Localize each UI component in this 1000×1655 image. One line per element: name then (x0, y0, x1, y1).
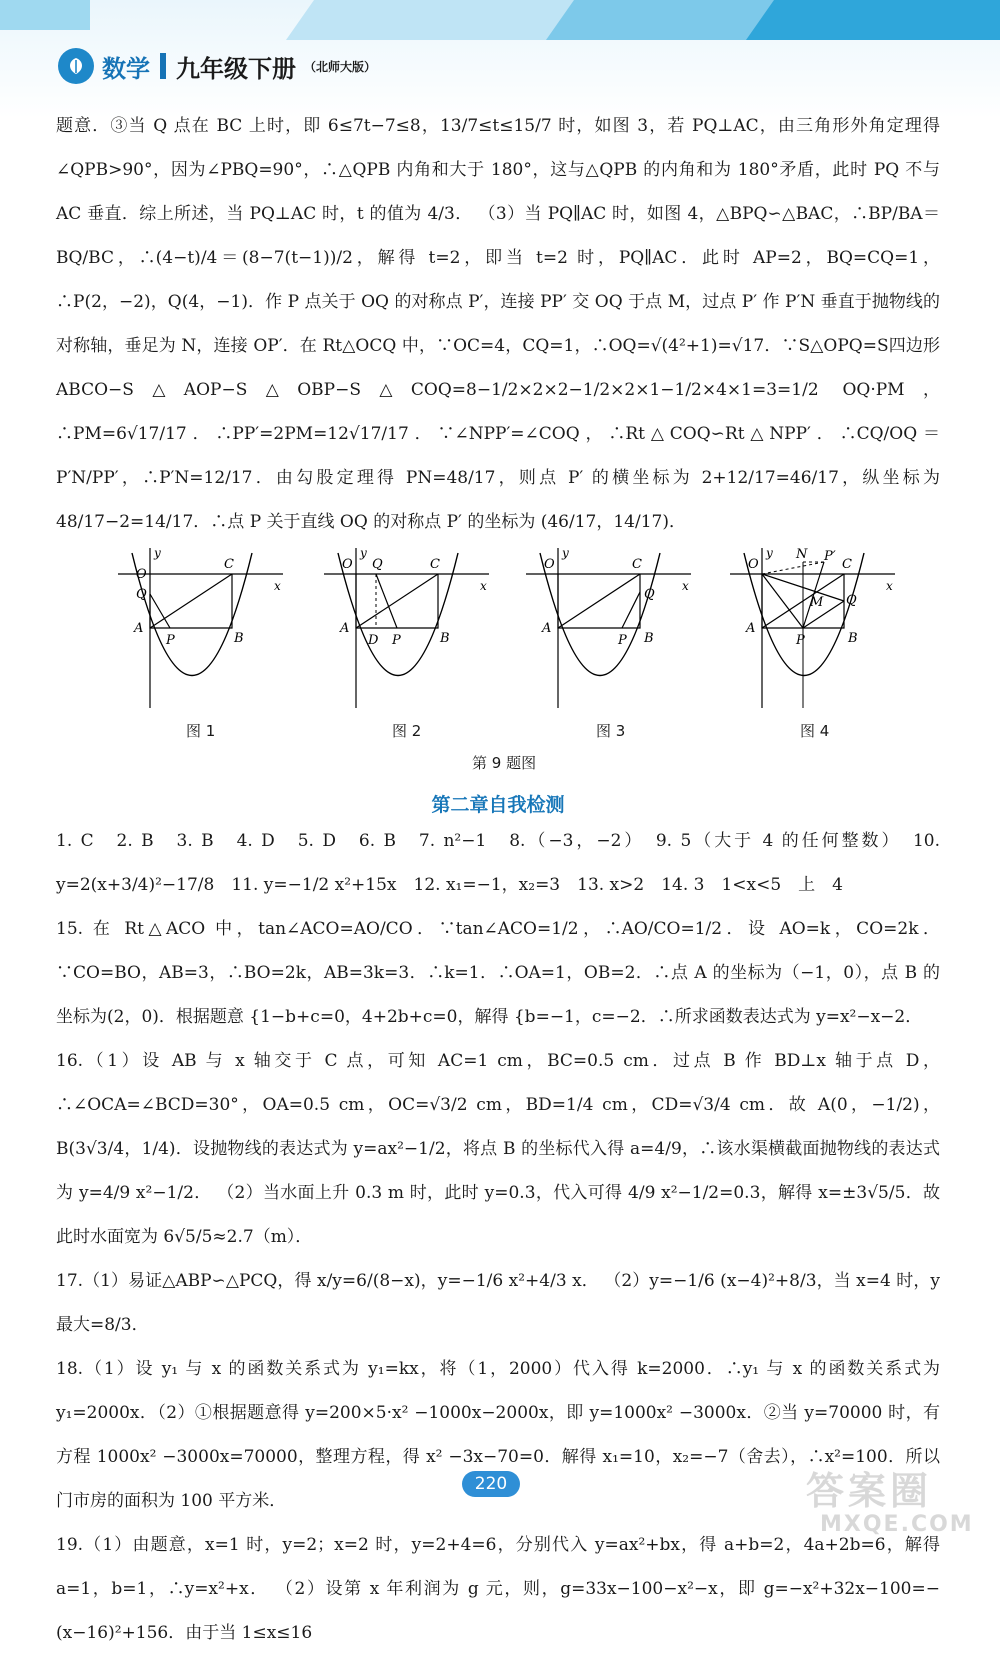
figure-title: 第 9 题图 (472, 754, 537, 772)
label-o: O (544, 557, 555, 572)
figure-1 (118, 548, 290, 708)
figure-caption: 图 1 (186, 722, 216, 740)
answer-1-14: 1. C 2. B 3. B 4. D 5. D 6. B 7. n²−1 8.（−3，−2） 9. 5（大于 4 的任何整数） 10. y=2(x+3/4)²−17/8 11. y=−1/2 x²+15x 12. x₁=−1，x₂=3 13. x>2 14. 3 1<x<5 上 4 (56, 831, 940, 895)
segment-op-prime (762, 562, 824, 574)
label-a: A (340, 621, 350, 636)
label-a: A (746, 621, 756, 636)
label-p: P (166, 633, 175, 648)
label-m: M (810, 595, 824, 610)
label-b: B (848, 631, 858, 646)
figure-3 (526, 548, 698, 708)
chapter-title: 第二章自我检测 (431, 794, 565, 816)
label-q: Q (372, 557, 383, 572)
figure-4 (730, 548, 902, 708)
answer-15: 15. 在 Rt△ACO 中，tan∠ACO=AO/CO．∵tan∠ACO=1/2，∴AO/CO=1/2．设 AO=k，CO=2k．∵CO=BO，AB=3，∴BO=2k，AB=3k=3．∴k=1．∴OA=1，OB=2．∴点 A 的坐标为（−1，0），点 B 的坐标为(2，0)．根据题意 {1−b+c=0，4+2b+c=0，解得 {b=−1，c=−2．∴所求函数表达式为 y=x²−x−2． (56, 919, 940, 1027)
label-q: Q (846, 593, 857, 608)
label-d: D (368, 633, 379, 648)
label-a: A (542, 621, 552, 636)
axis-x-label: x (480, 579, 487, 593)
answer-18: 18.（1）设 y₁ 与 x 的函数关系式为 y₁=kx，将（1，2000）代入得 k=2000．∴y₁ 与 x 的函数关系式为 y₁=2000x．（2）①根据题意得 y=200×5·x² −1000x−2000x，即 y=1000x² −3000x．②当 y=70000 时，有方程 1000x² −3000x=70000，整理方程，得 x² −3x−70=0．解得 x₁=10，x₂=−7（舍去），∴x²=100．所以门市房的面积为 100 平方米． (56, 1359, 940, 1511)
subject-title: 数学 (102, 54, 150, 83)
segment-ac (356, 574, 438, 628)
label-p: P (796, 633, 805, 648)
figure-caption: 图 2 (392, 722, 422, 740)
figure-row (56, 548, 940, 780)
label-p-prime: P′ (824, 549, 836, 564)
page-content (56, 104, 940, 1655)
label-o: O (342, 557, 353, 572)
label-q: Q (136, 587, 147, 602)
axis-x-label: x (274, 579, 281, 593)
axis-x-label: x (886, 579, 893, 593)
label-c: C (632, 557, 642, 572)
header-banner (0, 0, 1000, 118)
banner-decor (746, 0, 1000, 40)
page-number: 220 (462, 1471, 520, 1497)
axis-y-label: y (154, 548, 161, 560)
label-a: A (134, 621, 144, 636)
figure-caption: 图 3 (596, 722, 626, 740)
watermark-url: MXQE.COM (820, 1512, 974, 1537)
label-q: Q (644, 587, 655, 602)
axis-y-label: y (766, 548, 773, 560)
answer-17: 17.（1）易证△ABP∽△PCQ，得 x/y=6/(8−x)，y=−1/6 x²+4/3 x． （2）y=−1/6 (x−4)²+8/3，当 x=4 时，y最大=8/3． (56, 1271, 940, 1335)
axis-y-label: y (360, 548, 367, 560)
segment-ac (150, 574, 232, 628)
label-c: C (430, 557, 440, 572)
label-b: B (440, 631, 450, 646)
grade-title: 九年级下册 (176, 54, 296, 83)
figure-caption: 图 4 (800, 722, 830, 740)
figure-2 (324, 548, 496, 708)
book-header (58, 48, 376, 84)
banner-decor (0, 0, 90, 30)
label-p: P (392, 633, 401, 648)
edition-label: （北师大版） (304, 59, 377, 74)
label-b: B (234, 631, 244, 646)
segment-pq (376, 574, 397, 628)
segment-ac (558, 574, 640, 628)
watermark (790, 1460, 990, 1542)
axis-y-label: y (562, 548, 569, 560)
label-c: C (842, 557, 852, 572)
segment-pq (622, 592, 640, 628)
title-divider (160, 53, 166, 79)
label-n: N (796, 548, 808, 562)
axis-x-label: x (682, 579, 689, 593)
solution-9-text: 题意．③当 Q 点在 BC 上时，即 6≤7t−7≤8，13/7≤t≤15/7 时，如图 3，若 PQ⊥AC，由三角形外角定理得∠QPB>90°，因为∠PBQ=90°，∴△QPB 内角和大于 180°，这与△QPB 的内角和为 180°矛盾，此时 PQ 不与 AC 垂直．综上所述，当 PQ⊥AC 时，t 的值为 4/3． （3）当 PQ∥AC 时，如图 4，△BPQ∽△BAC，∴BP/BA＝BQ/BC，∴(4−t)/4＝(8−7(t−1))/2，解得 t=2，即当 t=2 时，PQ∥AC．此时 AP=2，BQ=CQ=1，∴P(2，−2)，Q(4，−1)．作 P 点关于 OQ 的对称点 P′，连接 PP′ 交 OQ 于点 M，过点 P′ 作 P′N 垂直于抛物线的对称轴，垂足为 N，连接 OP′．在 Rt△OCQ 中，∵OC=4，CQ=1，∴OQ=√(4²+1)=√17．∵S△OPQ=S四边形ABCO−S△AOP−S△OBP−S△COQ=8−1/2×2×2−1/2×2×1−1/2×4×1=3=1/2 OQ·PM，∴PM=6√17/17．∴PP′=2PM=12√17/17．∵∠NPP′=∠COQ，∴Rt△COQ∽Rt△NPP′．∴CQ/OQ＝P′N/PP′，∴P′N=12/17．由勾股定理得 PN=48/17，则点 P′ 的横坐标为 2+12/17=46/17，纵坐标为 48/17−2=14/17．∴点 P 关于直线 OQ 的对称点 P′ 的坐标为 (46/17，14/17)． (56, 116, 940, 532)
segment-op (762, 574, 803, 628)
label-o: O (136, 567, 147, 582)
label-c: C (224, 557, 234, 572)
answer-16: 16.（1）设 AB 与 x 轴交于 C 点，可知 AC=1 cm，BC=0.5 cm．过点 B 作 BD⊥x 轴于点 D，∴∠OCA=∠BCD=30°，OA=0.5 cm，OC=√3/2 cm，BD=1/4 cm，CD=√3/4 cm．故 A(0，−1/2)，B(3√3/4，1/4)．设抛物线的表达式为 y=ax²−1/2，将点 B 的坐标代入得 a=4/9，∴该水渠横截面抛物线的表达式为 y=4/9 x²−1/2． （2）当水面上升 0.3 m 时，此时 y=0.3，代入可得 4/9 x²−1/2=0.3，解得 x=±3√5/5．故此时水面宽为 6√5/5≈2.7（m）． (56, 1051, 940, 1247)
watermark-logo-text: 答案圈 (806, 1469, 933, 1513)
label-o: O (748, 557, 759, 572)
label-p: P (618, 633, 627, 648)
answer-19: 19.（1）由题意，x=1 时，y=2；x=2 时，y=2+4=6，分别代入 y=ax²+bx，得 a+b=2，4a+2b=6，解得 a=1，b=1，∴y=x²+x． （2）设第 x 年利润为 g 元，则，g=33x−100−x²−x，即 g=−x²+32x−100=−(x−16)²+156．由于当 1≤x≤16 (56, 1535, 940, 1643)
label-b: B (644, 631, 654, 646)
leaf-icon (58, 48, 94, 84)
